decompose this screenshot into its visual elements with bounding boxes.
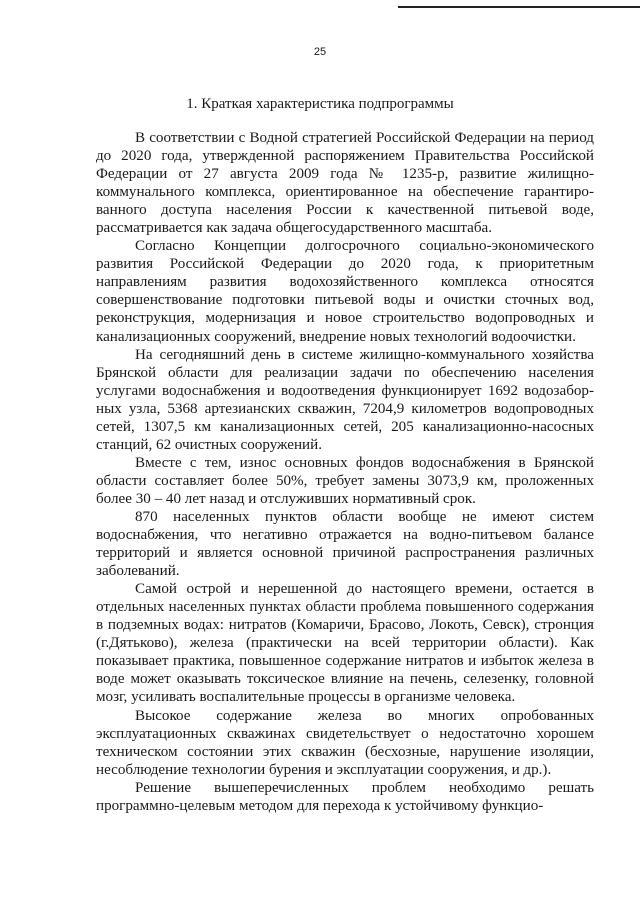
section-heading: 1. Краткая характеристика подпрограммы bbox=[186, 96, 454, 112]
body-text bbox=[96, 129, 594, 815]
page-number: 25 bbox=[313, 46, 327, 58]
paragraph-settlements-without-water: 870 населенных пунктов области вообще не имеют систем водоснабжения, что негативно отражается на водно-питьевом балансе территорий и является основной причиной распространения различных заболеваний. bbox=[96, 508, 594, 580]
paragraph-development-concept: Согласно Концепции долгосрочного социально-экономического развития Российской Федерации до 2020 года, к приоритетным направлениям развития водохозяйственного комплекса относятся совершенствование подготовки питьевой воды и очистки сточных вод, реконструкция, модернизация и новое строительство водопроводных и канализационных сооружений, внедрение новых технологий водоочистки. bbox=[96, 238, 594, 345]
paragraph-asset-wear: Вместе с тем, износ основных фондов водоснабжения в Брянской области составляет более 50%, требует замены 3073,9 км, проложенных более 30 – 40 лет назад и отслуживших нормативный срок. bbox=[96, 454, 594, 507]
paragraph-solution: Решение вышеперечисленных проблем необходимо решать программно-целевым методом для перехода к устойчивому функцио- bbox=[96, 779, 594, 814]
paragraph-iron-content: Высокое содержание железа во многих опробованных эксплуатационных скважинах свидетельствует о недостаточно хорошем техническом состоянии этих скважин (бесхозные, нарушение изоляции, несоблюдение технологии бурения и эксплуатации сооружения, и др.). bbox=[96, 707, 594, 778]
paragraph-current-infrastructure: На сегодняшний день в системе жилищно-коммунального хозяйства Брянской области для реализации задачи по обеспечению населения услугами водоснабжения и водоотведения функционирует 1692 водозаборных узла, 5368 артезианских скважин, 7204,9 километров водопроводных сетей, 1307,5 км канализационных сетей, 205 канализационно-насосных станций, 62 очистных сооружений. bbox=[96, 346, 594, 453]
paragraph-groundwater-contamination: Самой острой и нерешенной до настоящего времени, остается в отдельных населенных пунктах области проблема повышенного содержания в подземных водах: нитратов (Комаричи, Брасово, Локоть, Севск), стронция (г.Дятьково), железа (практически на всей территории области). Как показывает практика, повышенное содержание нитратов и избыток железа в воде может оказывать токсическое влияние на печень, селезенку, головной мозг, усиливать воспалительные процессы в организме человека. bbox=[96, 581, 594, 706]
paragraph-water-strategy: В соответствии с Водной стратегией Российской Федерации на период до 2020 года, утвержденной распоряжением Правительства Российской Федерации от 27 августа 2009 года № 1235-р, развитие жилищно-коммунального комплекса, ориентированное на обеспечение гарантированного доступа населения России к качественной питьевой воде, рассматривается как задача общегосударственного масштаба. bbox=[96, 130, 594, 237]
top-edge-rule bbox=[398, 6, 640, 8]
